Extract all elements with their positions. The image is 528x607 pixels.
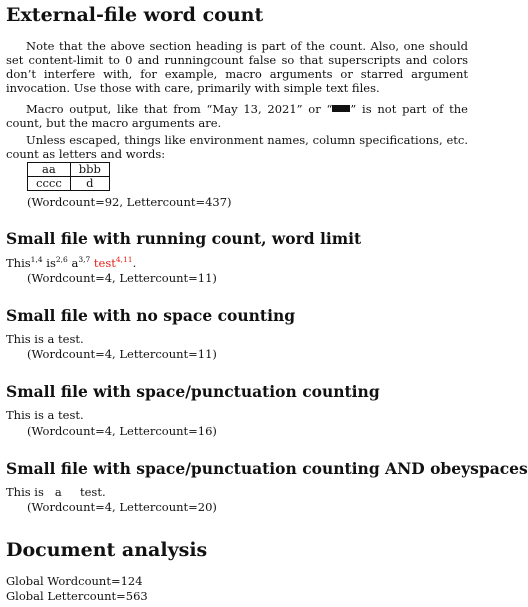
section-title-space: Small file with space/punctuation counting	[6, 382, 380, 401]
word: a	[71, 256, 79, 270]
count-space: (Wordcount=4, Lettercount=16)	[27, 424, 217, 438]
word-over-limit	[94, 256, 133, 270]
count-obeyspaces: (Wordcount=4, Lettercount=20)	[27, 500, 217, 514]
table-cell: bbb	[70, 163, 109, 177]
table-cell: aa	[28, 163, 71, 177]
paragraph-macro	[6, 102, 468, 130]
section-title-analysis: Document analysis	[6, 539, 208, 561]
paragraph-escaped: Unless escaped, things like environment names, column specifications, etc. count as letters and words:	[6, 133, 468, 161]
macro-text-part2: ” is not part of the count, but the macro arguments are.	[6, 102, 468, 130]
table-row	[28, 177, 110, 191]
macro-text-part1: Macro output, like that from “May 13, 2021” or “	[26, 102, 333, 116]
word-superscript: 1,4	[30, 255, 43, 264]
word: This	[6, 256, 31, 270]
global-wordcount: Global Wordcount=124	[6, 574, 143, 588]
word-superscript: 4,11	[115, 255, 133, 264]
period: .	[132, 256, 137, 270]
word-superscript: 3,7	[78, 255, 91, 264]
count-running: (Wordcount=4, Lettercount=11)	[27, 271, 217, 285]
section-title-external: External-file word count	[6, 4, 264, 26]
section-title-running: Small file with running count, word limit	[6, 229, 362, 248]
table-cell: d	[70, 177, 109, 191]
table-cell: cccc	[28, 177, 71, 191]
example-table	[27, 162, 110, 191]
global-lettercount: Global Lettercount=563	[6, 589, 148, 603]
paragraph-intro: Note that the above section heading is part of the count. Also, one should set content-limit to 0 and runningcount false so that superscripts and colors don’t interfere with, for example, macro arguments or starred argument invocation. Use those with care, primarily with simple text files.	[6, 39, 468, 95]
count-nospace: (Wordcount=4, Lettercount=11)	[27, 347, 217, 361]
running-count-line	[6, 256, 136, 270]
space-text: This is a test.	[6, 408, 84, 422]
nospace-text: This is a test.	[6, 332, 84, 346]
obeyspaces-text: This is a test.	[6, 485, 106, 499]
rule-glyph	[332, 105, 350, 112]
word: is	[46, 256, 56, 270]
count-external: (Wordcount=92, Lettercount=437)	[27, 195, 232, 209]
word: test	[93, 256, 116, 270]
section-title-nospace: Small file with no space counting	[6, 306, 296, 325]
table-row	[28, 163, 110, 177]
section-title-obeyspaces: Small file with space/punctuation counting AND obeyspaces	[6, 459, 528, 478]
word-superscript: 2,6	[55, 255, 68, 264]
